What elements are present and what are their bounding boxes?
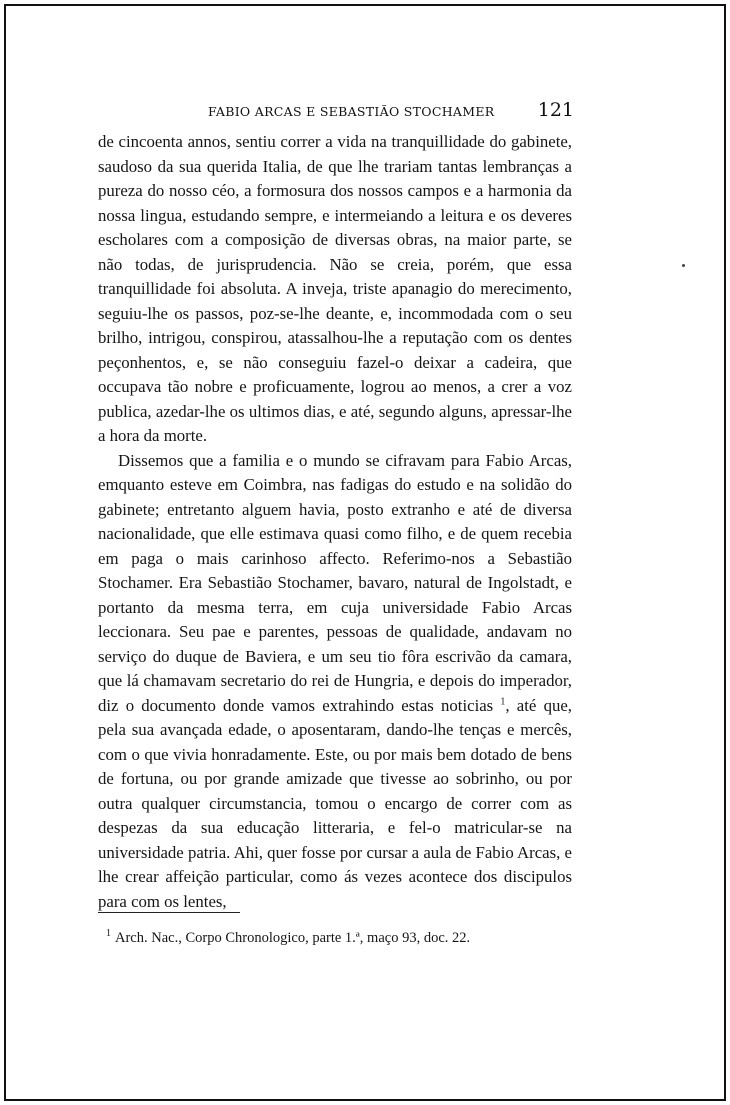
- paragraph-2: [98, 449, 572, 915]
- paragraph-1: de cincoenta annos, sentiu correr a vida na tranquillidade do gabinete, saudoso da sua querida Italia, de que lhe trariam tantas lembranças a pureza do nosso céo, a formosura dos nossos campos e a harmonia da nossa lingua, estudando sempre, e intermeiando a leitura e os deveres escholares com a composição de diversas obras, na maior parte, se não todas, de jurisprudencia. Não se creia, porém, que essa tranquillidade foi absoluta. A inveja, triste apanagio do merecimento, seguiu-lhe os passos, poz-se-lhe deante, e, incommodada com o seu brilho, intrigou, conspirou, atassalhou-lhe a reputação com os dentes peçonhentos, e, se não conseguiu fazel-o deixar a cadeira, que occupava tão nobre e proficuamente, logrou ao menos, a crer a voz publica, azedar-lhe os ultimos dias, e até, segundo alguns, apressar-lhe a hora da morte.: [98, 132, 572, 445]
- page-header: [104, 99, 578, 128]
- paper-speck: [682, 264, 685, 267]
- paragraph-2-text-b: , até que, pela sua avançada edade, o aposentaram, dando-lhe tenças e mercês, com o que vivia honradamente. Este, ou por mais bem dotado de bens de fortuna, ou por grande amizade que tivesse ao sobrinho, ou por outra qualquer circumstancia, tomou o encargo de correr com as despezas da sua educação litteraria, e fel-o matricular-se na universidade patria. Ahi, quer fosse por cursar a aula de Fabio Arcas, e lhe crear affeição particular, como ás vezes acontece dos discipulos para com os lentes,: [98, 695, 572, 911]
- footnote-text: Arch. Nac., Corpo Chronologico, parte 1.ª, maço 93, doc. 22.: [115, 930, 471, 946]
- paragraph-2-text-a: Dissemos que a familia e o mundo se cifravam para Fabio Arcas, emquanto esteve em Coimbra, nas fadigas do estudo e na solidão do gabinete; entretanto alguem havia, posto extranho e até de diversa nacionalidade, que elle estimava quasi como filho, e de quem recebia em paga o mais carinhoso affecto. Referimo-nos a Sebastião Stochamer. Era Sebastião Stochamer, bavaro, natural de Ingolstadt, e portanto da mesma terra, em cuja universidade Fabio Arcas leccionara. Seu pae e parentes, pessoas de qualidade, andavam no serviço do duque de Baviera, e um seu tio fôra escrivão da camara, que lá chamavam secretario do rei de Hungria, e depois do imperador, diz o documento donde vamos extrahindo estas noticias: [98, 450, 572, 715]
- page-number: 121: [537, 99, 574, 121]
- footnote-reference[interactable]: 1: [500, 695, 506, 707]
- body-text: [98, 130, 572, 914]
- footnote: [106, 929, 572, 947]
- footnote-mark: 1: [106, 928, 111, 940]
- footnote-divider: [98, 912, 240, 913]
- running-title: FABIO ARCAS E SEBASTIÃO STOCHAMER: [208, 104, 495, 119]
